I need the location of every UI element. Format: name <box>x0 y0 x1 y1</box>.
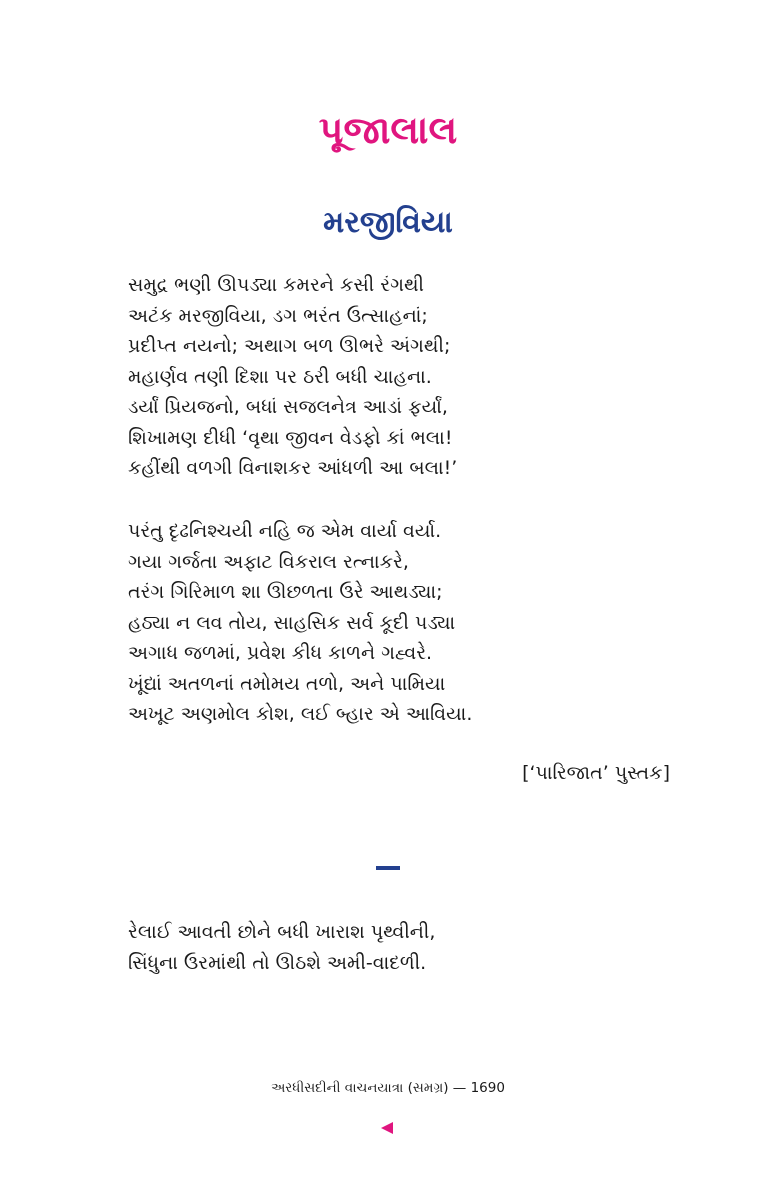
poem-line: અગાધ જળમાં, પ્રવેશ કીધ કાળને ગહ્વરે. <box>128 642 433 664</box>
poem-title: મરજીવિયા <box>323 205 453 240</box>
poem-line: તરંગ ગિરિમાળ શા ઊછળતા ઉરે આથડ્યા; <box>128 581 443 603</box>
poem-line: હઠ્યા ન લવ તોય, સાહસિક સર્વ કૂદી પડ્યા <box>128 611 456 634</box>
poem-line: પ્રદીપ્ત નયનો; અથાગ બળ ઊભરે અંગથી; <box>128 335 451 357</box>
poem-line: અખૂટ અણમોલ કોશ, લઈ બ્હાર એ આવિયા. <box>128 703 473 725</box>
left-arrow-icon[interactable] <box>381 1122 393 1134</box>
poem-line: ગયા ગર્જતા અફાટ વિકરાલ રત્નાકરે, <box>128 550 409 573</box>
poem-line: ખૂંદ્યાં અતળનાં તમોમય તળો, અને પામિયા <box>128 672 446 695</box>
section-divider <box>376 866 400 870</box>
couplet-line: સિંધુના ઉરમાંથી તો ઊઠશે અમી-વાદળી. <box>128 951 427 974</box>
poem-line: પરંતુ દૃઢનિશ્ચયી નહિ જ એમ વાર્યા વર્યા. <box>128 520 442 542</box>
poem-line: શિખામણ દીધી ‘વૃથા જીવન વેડફો કાં ભલા! <box>128 426 453 449</box>
couplet-line: રેલાઈ આવતી છોને બધી ખારાશ પૃથ્વીની, <box>128 921 436 943</box>
stanza-1 <box>128 270 688 484</box>
author-name: પૂજાલાલ <box>318 108 458 152</box>
closing-couplet <box>128 917 688 978</box>
stanza-2 <box>128 516 688 730</box>
page-footer: અરધીસદીની વાચનયાત્રા (સમગ્ર) — 1690 <box>271 1080 505 1096</box>
poem-line: ડર્યાં પ્રિયજનો, બધાં સજલનેત્ર આડાં ફર્યાં, <box>128 396 448 418</box>
poem-line: કહીંથી વળગી વિનાશકર આંધળી આ બલા!’ <box>128 457 458 479</box>
poem-line: સમુદ્ર ભણી ઊપડ્યા કમરને કસી રંગથી <box>128 274 424 296</box>
poem-line: મહાર્ણવ તણી દિશા પર ઠરી બધી ચાહના. <box>128 365 432 388</box>
source-citation: [‘પારિજાત’ પુસ્તક] <box>522 762 670 784</box>
poem-line: અટંક મરજીવિયા, ડગ ભરંત ઉત્સાહનાં; <box>128 304 428 327</box>
